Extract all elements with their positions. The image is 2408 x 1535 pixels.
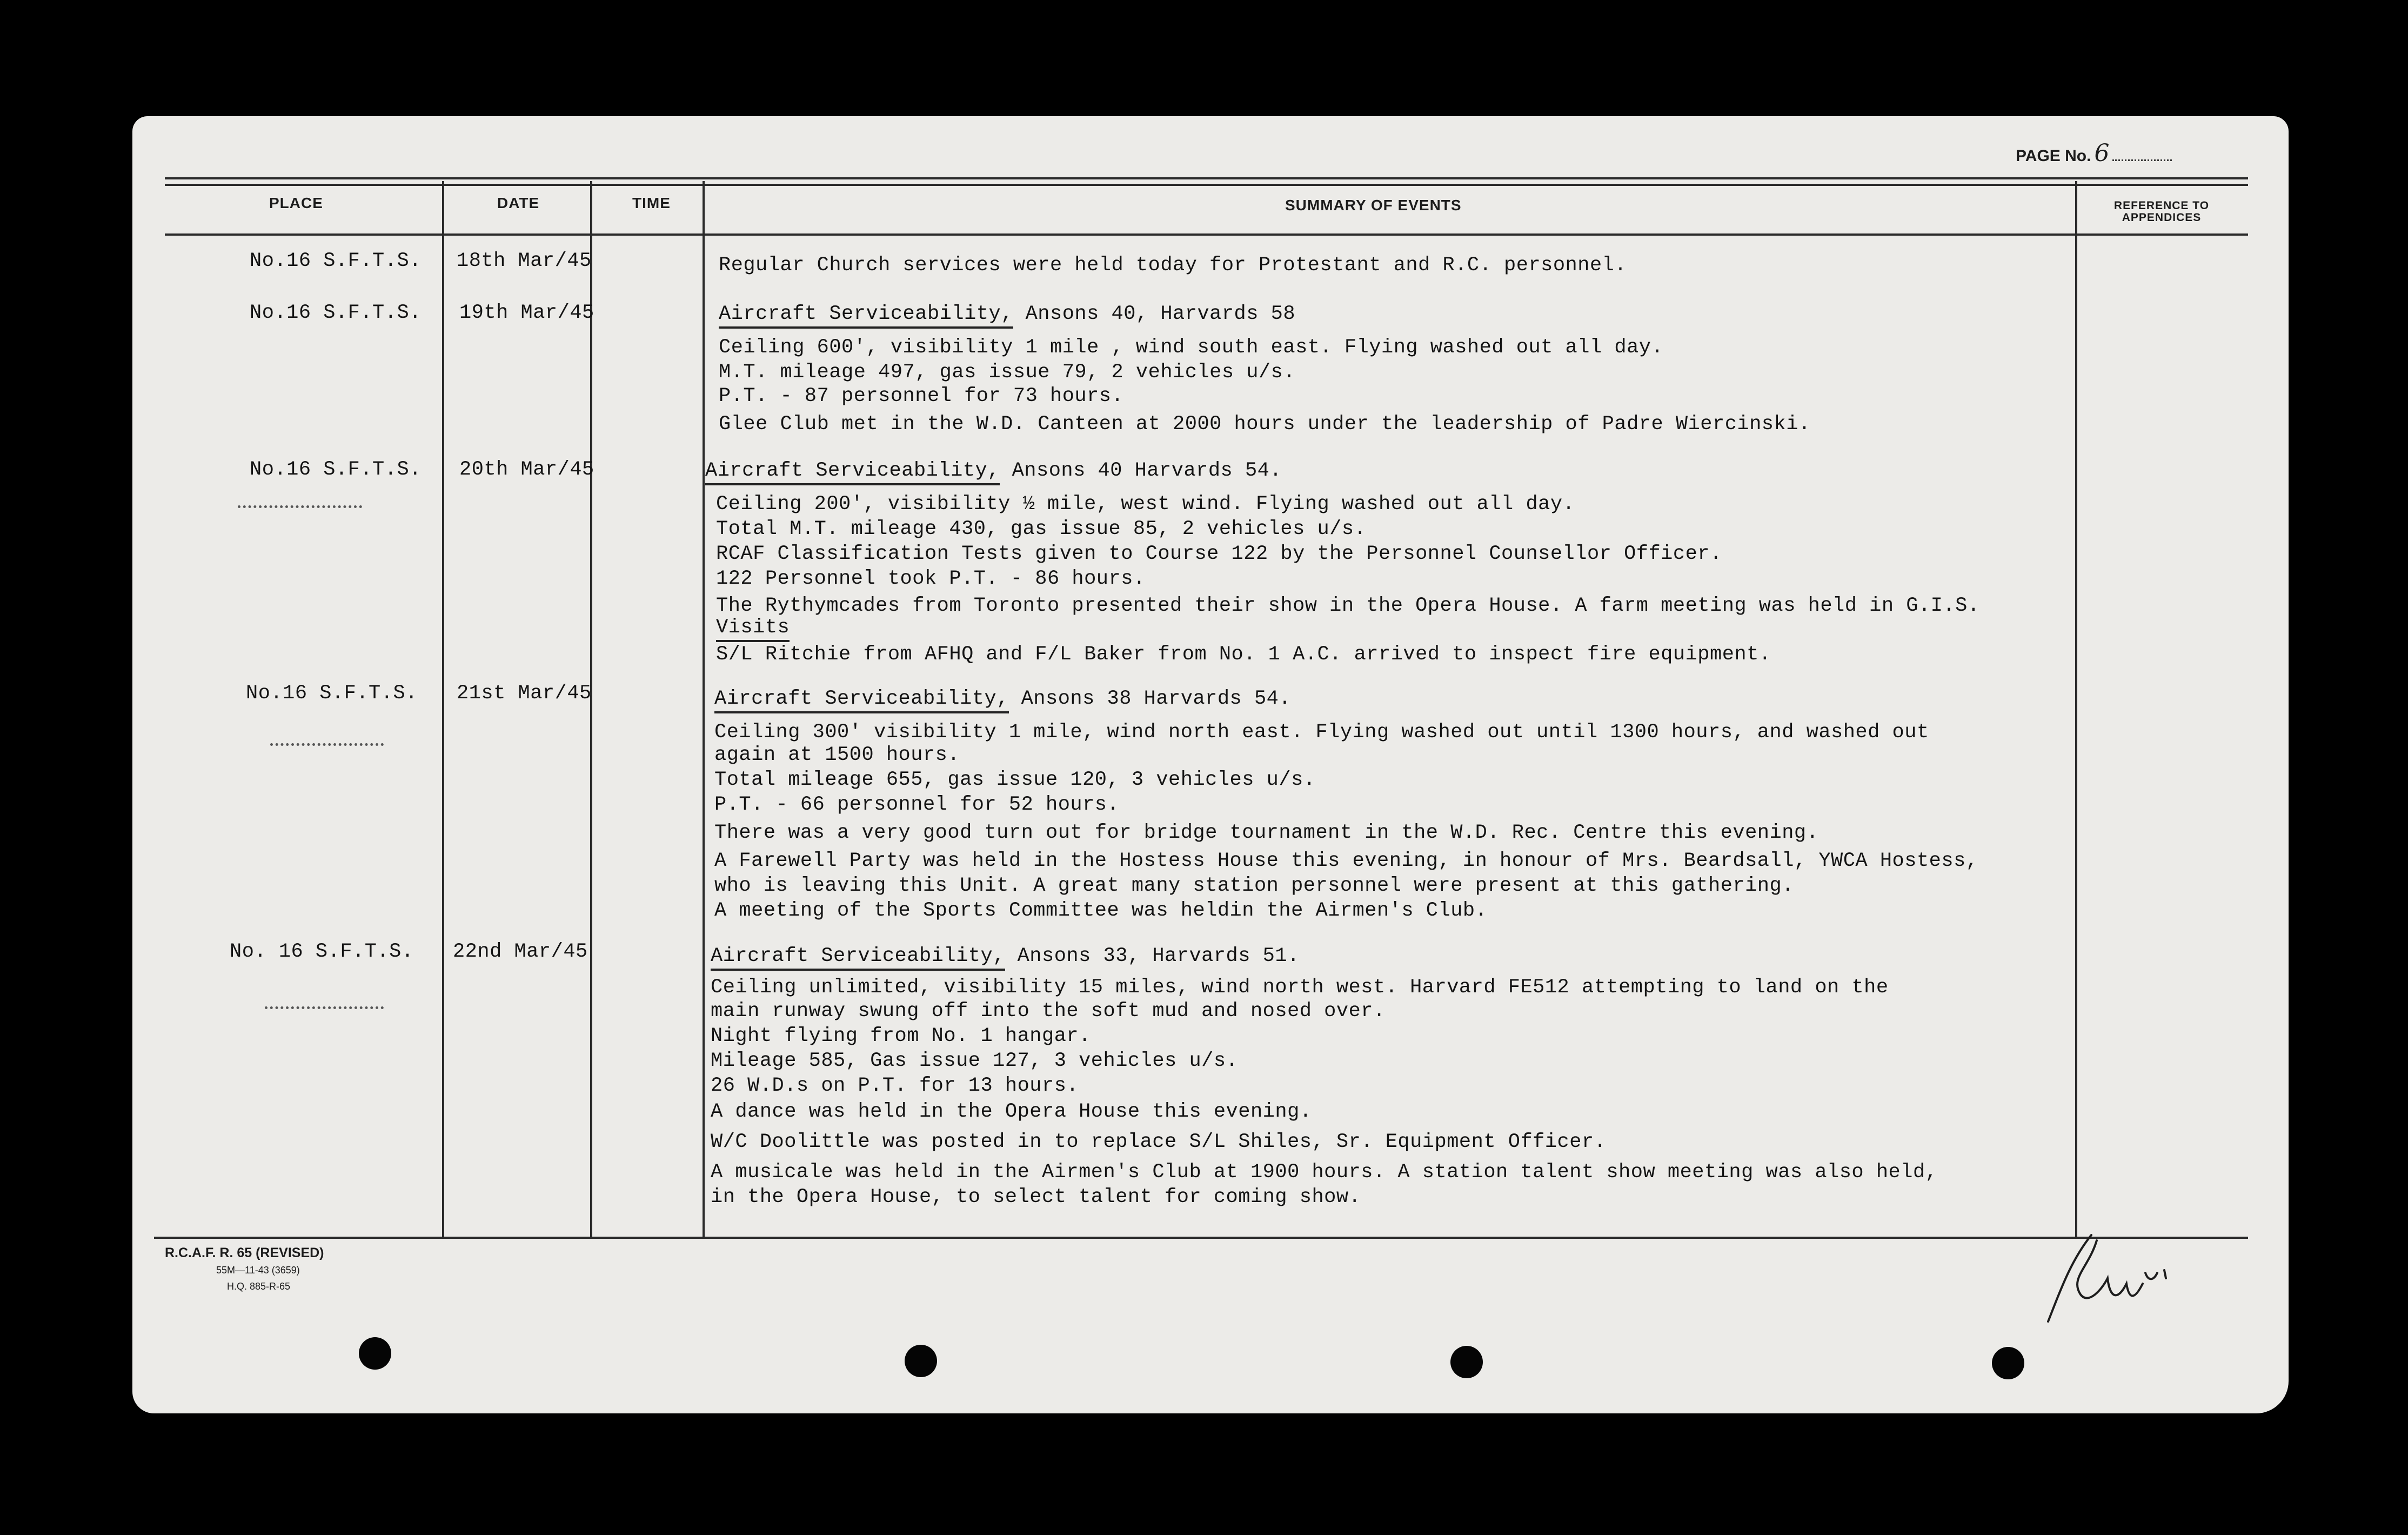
event-line: P.T. - 87 personnel for 73 hours. — [719, 385, 1124, 408]
event-line: Regular Church services were held today for Protestant and R.C. personnel. — [719, 254, 1627, 277]
entry-place: No.16 S.F.T.S. — [246, 682, 418, 705]
event-line: Glee Club met in the W.D. Canteen at 2000 hours under the leadership of Padre Wiercinski. — [719, 413, 1811, 436]
event-line: Night flying from No. 1 hangar. — [711, 1025, 1091, 1047]
event-line: Mileage 585, Gas issue 127, 3 vehicles u/s. — [711, 1050, 1239, 1072]
serviceability-counts: Ansons 40, Harvards 58 — [1013, 303, 1296, 325]
event-line: Ceiling 300' visibility 1 mile, wind north east. Flying washed out until 1300 hours, and washed out — [714, 721, 1929, 744]
entry-place: No.16 S.F.T.S. — [250, 250, 422, 272]
binder-hole — [1450, 1346, 1483, 1378]
serviceability-heading: Aircraft Serviceability, — [719, 303, 1013, 329]
page-number — [2016, 139, 2172, 167]
event-line: A Farewell Party was held in the Hostess House this evening, in honour of Mrs. Beardsall, YWCA Hostess, — [714, 850, 1978, 872]
header-place: PLACE — [269, 195, 323, 211]
event-line: again at 1500 hours. — [714, 744, 960, 766]
serviceability-heading: Aircraft Serviceability, — [714, 688, 1009, 713]
entry-heading-line — [719, 303, 1295, 325]
binder-hole — [1992, 1347, 2024, 1379]
event-line: in the Opera House, to select talent for coming show. — [711, 1186, 1361, 1209]
page-number-value: 6 — [2094, 139, 2110, 167]
visits-heading: Visits — [716, 616, 790, 642]
event-line: There was a very good turn out for bridge tournament in the W.D. Rec. Centre this evening. — [714, 822, 1819, 844]
event-line: Ceiling 200', visibility ½ mile, west wind. Flying washed out all day. — [716, 493, 1575, 516]
event-line: Total M.T. mileage 430, gas issue 85, 2 vehicles u/s. — [716, 518, 1367, 540]
event-line: Total mileage 655, gas issue 120, 3 vehicles u/s. — [714, 769, 1316, 791]
page-number-label: PAGE No. — [2016, 147, 2091, 165]
serviceability-heading: Aircraft Serviceability, — [705, 459, 1000, 485]
entry-heading-line — [714, 688, 1291, 710]
binder-hole — [359, 1337, 391, 1370]
entry-heading-line — [711, 945, 1300, 967]
header-time: TIME — [632, 195, 671, 211]
header-reference — [2097, 200, 2226, 224]
signature — [2037, 1219, 2178, 1327]
hq-reference: H.Q. 885-R-65 — [227, 1281, 291, 1292]
visits-heading-line — [716, 616, 790, 639]
entry-place: No.16 S.F.T.S. — [250, 458, 422, 481]
entry-date: 21st Mar/45 — [457, 682, 592, 705]
margin-dotted-leader — [238, 505, 362, 508]
page-number-dotted-line — [2112, 159, 2172, 161]
header-reference-line-2: APPENDICES — [2122, 211, 2202, 224]
event-line: Ceiling 600', visibility 1 mile , wind south east. Flying washed out all day. — [719, 336, 1664, 359]
event-line: RCAF Classification Tests given to Course 122 by the Personnel Counsellor Officer. — [716, 543, 1722, 565]
binder-hole — [905, 1345, 937, 1377]
serviceability-counts: Ansons 38 Harvards 54. — [1008, 688, 1292, 710]
event-line: main runway swung off into the soft mud and nosed over. — [711, 1000, 1386, 1023]
margin-dotted-leader — [265, 1006, 384, 1009]
event-line: M.T. mileage 497, gas issue 79, 2 vehicles u/s. — [719, 361, 1296, 384]
form-number: R.C.A.F. R. 65 (REVISED) — [165, 1245, 324, 1260]
event-line: P.T. - 66 personnel for 52 hours. — [714, 793, 1120, 816]
event-line: Ceiling unlimited, visibility 15 miles, wind north west. Harvard FE512 attempting to land on the — [711, 976, 1889, 999]
header-top-rule — [165, 177, 2248, 179]
margin-dotted-leader — [270, 743, 384, 746]
header-summary: SUMMARY OF EVENTS — [1285, 197, 1462, 213]
event-line: who is leaving this Unit. A great many station personnel were present at this gathering. — [714, 875, 1794, 897]
column-divider-summary — [2075, 181, 2077, 1238]
entry-date: 20th Mar/45 — [459, 458, 594, 481]
serviceability-heading: Aircraft Serviceability, — [711, 945, 1005, 971]
entry-date: 19th Mar/45 — [459, 302, 594, 324]
header-bottom-rule — [165, 233, 2248, 236]
print-run: 55M—11-43 (3659) — [216, 1265, 300, 1276]
entry-place: No. 16 S.F.T.S. — [230, 940, 414, 963]
header-date: DATE — [497, 195, 540, 211]
header-reference-line-1: REFERENCE TO — [2113, 199, 2210, 212]
entry-heading-line — [705, 459, 1282, 482]
table-bottom-rule — [154, 1237, 2248, 1239]
event-line: The Rythymcades from Toronto presented their show in the Opera House. A farm meeting was held in G.I.S. — [716, 595, 1980, 617]
header-top-rule-2 — [165, 184, 2248, 186]
entry-date: 18th Mar/45 — [457, 250, 592, 272]
event-line: S/L Ritchie from AFHQ and F/L Baker from No. 1 A.C. arrived to inspect fire equipment. — [716, 643, 1771, 666]
event-line: 26 W.D.s on P.T. for 13 hours. — [711, 1074, 1079, 1097]
event-line: A musicale was held in the Airmen's Club at 1900 hours. A station talent show meeting was also held, — [711, 1161, 1938, 1184]
event-line: A dance was held in the Opera House this evening. — [711, 1100, 1312, 1123]
column-divider-place — [442, 181, 444, 1238]
column-divider-time — [703, 181, 705, 1238]
event-line: W/C Doolittle was posted in to replace S/L Shiles, Sr. Equipment Officer. — [711, 1131, 1607, 1153]
entry-place: No.16 S.F.T.S. — [250, 302, 422, 324]
column-divider-date — [590, 181, 592, 1238]
entry-date: 22nd Mar/45 — [453, 940, 588, 963]
serviceability-counts: Ansons 33, Harvards 51. — [1005, 945, 1300, 967]
serviceability-counts: Ansons 40 Harvards 54. — [999, 459, 1282, 482]
event-line: A meeting of the Sports Committee was heldin the Airmen's Club. — [714, 899, 1488, 922]
event-line: 122 Personnel took P.T. - 86 hours. — [716, 568, 1146, 590]
